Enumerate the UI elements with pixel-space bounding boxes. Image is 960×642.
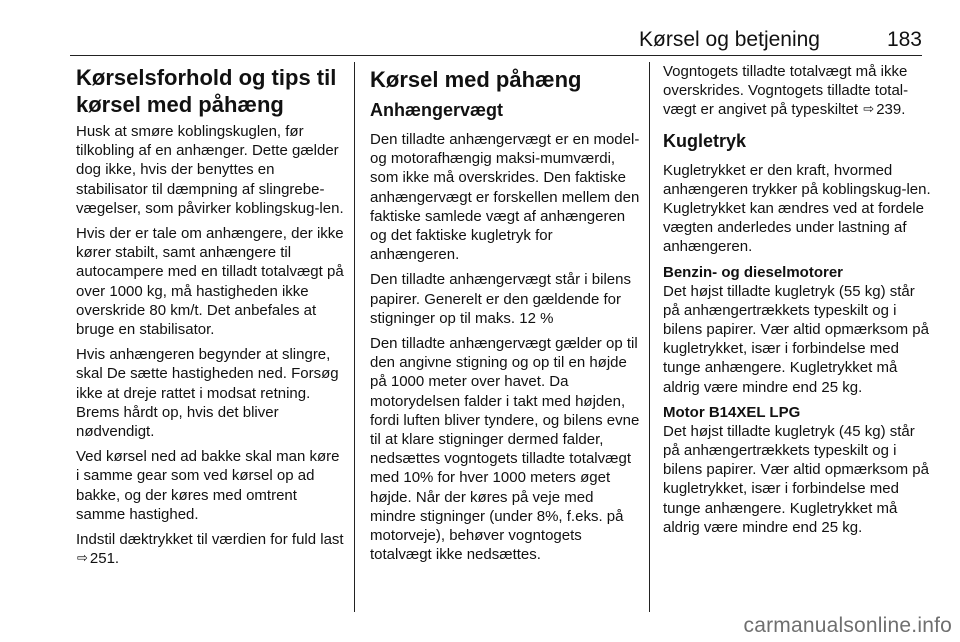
paragraph: Kugletrykket er den kraft, hvormed anhængeren trykker på koblingskug-len. Kugletrykket kan ændres ved at fordele vægten anderledes under lastning af anhængeren. (663, 161, 931, 256)
paragraph: Den tilladte anhængervægt er en model- og motorafhængig maksi-mumværdi, som ikke må overskrides. Den faktiske anhængervægt er forskellen mellem den faktiske samlede vægt af anhængeren og det faktiske kugletryk for anhængeren. (370, 131, 640, 264)
column-divider (354, 62, 355, 612)
paragraph: Hvis anhængeren begynder at slingre, skal De sætte hastigheden ned. Forsøg ikke at dreje rattet i modsat retning. Brems hårdt op, hvis det bliver nødvendigt. (76, 346, 339, 441)
page-number: 183 (886, 28, 922, 51)
paragraph: Det højst tilladte kugletryk (45 kg) står på anhængertrækkets typeskilt og i bilens papirer. Vær altid opmærksom på kugletrykket, især i forbindelse med tunge anhængere. Kugletrykket må aldrig være mindre end 25 kg. (663, 422, 929, 536)
page-reference-arrow-icon: ⇨ (77, 550, 88, 566)
column-right (663, 62, 933, 543)
page-reference-link[interactable]: 251. (89, 550, 120, 568)
column-divider (649, 62, 650, 612)
column-middle (370, 62, 640, 570)
subheading: Anhængervægt (370, 100, 504, 120)
paragraph: Ved kørsel ned ad bakke skal man køre i samme gear som ved kørsel op ad bakke, og der køres med omtrent samme hastighed. (76, 448, 340, 523)
paragraph-text: Indstil dæktrykket til værdien for fuld last (76, 531, 344, 549)
paragraph-with-reference (76, 530, 346, 568)
paragraph: Husk at smøre koblingskuglen, før tilkobling af en anhænger. Dette gælder dog ikke, hvis der benyttes en stabilisator til dæmpning af slingrebe-vægelser, som påvirker koblingskug-len. (76, 123, 344, 217)
paragraph: Det højst tilladte kugletryk (55 kg) står på anhængertrækkets typeskilt og i bilens papirer. Vær altid opmærksom på kugletrykket, især i forbindelse med tunge anhængere. Kugletrykket må aldrig være mindre end 25 kg. (663, 282, 929, 396)
engine-heading: Motor B14XEL LPG (663, 403, 801, 421)
header-divider (70, 55, 922, 56)
section-heading: Kørsel med påhæng (370, 67, 582, 92)
paragraph-with-reference (663, 62, 933, 120)
paragraph: Hvis der er tale om anhængere, der ikke kører stabilt, samt anhængere til autocampere med en tilladt totalvægt på over 1000 kg, må hastigheden ikke overskride 80 km/t. Det anbefales at bruge en stabilisator. (76, 225, 344, 339)
paragraph-text: Vogntogets tilladte totalvægt må ikke overskrides. Vogntogets tilladte total-vægt er angivet på typeskiltet (663, 63, 909, 119)
page-reference-arrow-icon: ⇨ (863, 101, 875, 117)
engine-heading: Benzin- og dieselmotorer (663, 263, 844, 281)
section-heading: Kørselsforhold og tips til kørsel med påhæng (76, 65, 337, 117)
watermark: carmanualsonline.info (743, 614, 952, 637)
section-title: Kørsel og betjening (639, 28, 820, 51)
subheading: Kugletryk (663, 130, 747, 151)
page-header (70, 26, 922, 54)
page-reference-link[interactable]: 239. (876, 101, 906, 119)
paragraph: Den tilladte anhængervægt gælder op til den angivne stigning og op til en højde på 1000 meter over havet. Da motorydelsen falder i takt med højden, fordi luften bliver tyndere, og bilens evne til at klare stigninger dermed falder, nedsættes vogntogets tilladte totalvægt med 10% for hver 1000 meters øget højde. Når der køres på veje med mindre stigninger (under 8%, f.eks. på motorveje), behøver vogntogets totalvægt ikke nedsættes. (370, 335, 640, 564)
column-left (76, 62, 346, 574)
paragraph: Den tilladte anhængervægt står i bilens papirer. Generelt er den gældende for stigninger op til maks. 12 % (370, 271, 631, 327)
